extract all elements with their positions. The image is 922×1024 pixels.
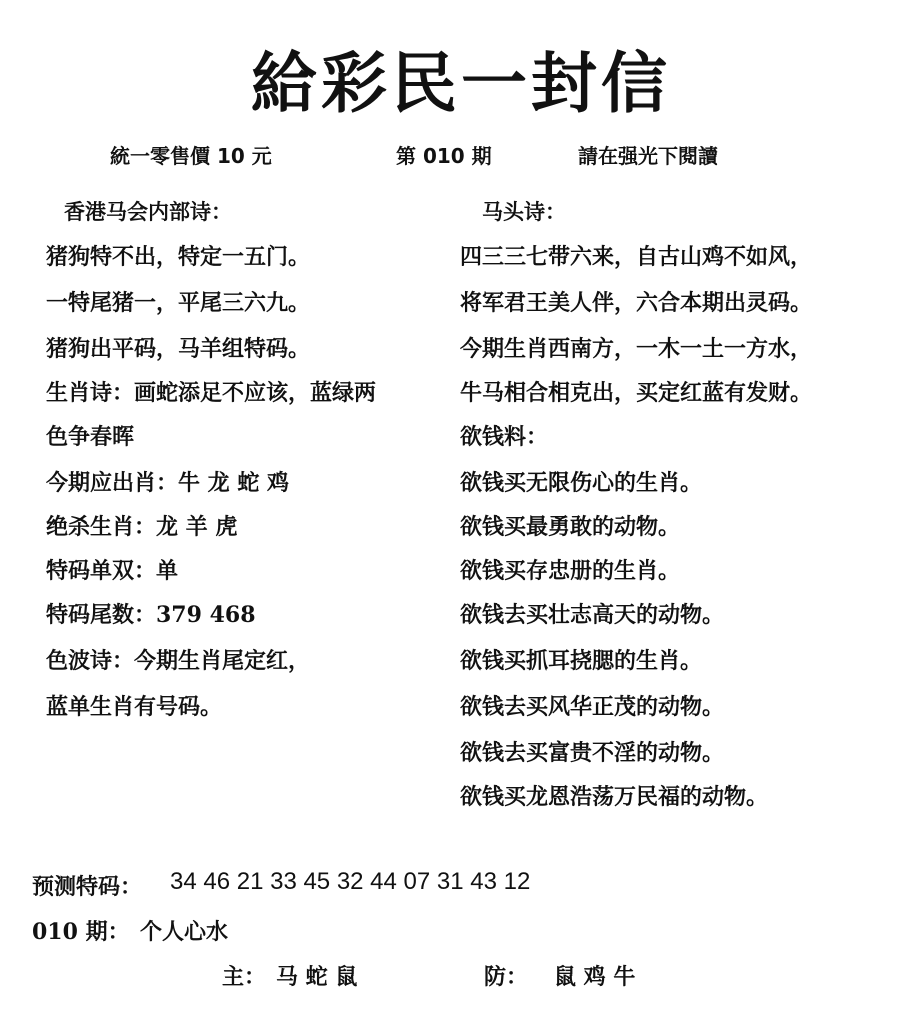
left-line: 蓝单生肖有号码。: [46, 694, 223, 720]
right-line: 欲钱买龙恩浩荡万民福的动物。: [460, 784, 769, 810]
left-line: 绝杀生肖：龙 羊 虎: [46, 514, 238, 540]
predict-numbers: 34 46 21 33 45 32 44 07 31 43 12: [170, 868, 531, 895]
right-heading: 马头诗：: [482, 199, 566, 224]
right-line: 四三三七带六来，自古山鸡不如风，: [460, 244, 813, 270]
predict-label: 预测特码：: [32, 874, 143, 900]
right-line: 欲钱买无限伤心的生肖。: [460, 470, 703, 496]
main-label: 主：: [222, 964, 267, 990]
issue-label: 010 期：: [32, 919, 130, 945]
right-line: 欲钱去买壮志高天的动物。: [460, 602, 725, 628]
left-heading: 香港马会内部诗：: [64, 199, 232, 224]
right-line: 欲钱去买风华正茂的动物。: [460, 694, 725, 720]
left-line: 色波诗：今期生肖尾定红，: [46, 648, 311, 674]
issue-text: 第 010 期: [396, 144, 492, 168]
left-line: 特码尾数：379 468: [46, 602, 256, 628]
guard-label: 防：: [484, 964, 529, 990]
left-line: 猪狗特不出，特定一五门。: [46, 244, 311, 270]
issue-text: 个人心水: [140, 919, 229, 945]
right-line: 欲钱买抓耳挠腮的生肖。: [460, 648, 703, 674]
left-line: 猪狗出平码，马羊组特码。: [46, 336, 311, 362]
left-line: 生肖诗：画蛇添足不应该，蓝绿两: [46, 380, 377, 406]
right-column: [460, 196, 900, 816]
right-line: 将军君王美人伴，六合本期出灵码。: [460, 290, 813, 316]
left-column: [46, 196, 456, 736]
right-line: 欲钱买存忠册的生肖。: [460, 558, 681, 584]
right-line: 欲钱去买富贵不淫的动物。: [460, 740, 725, 766]
right-line: 欲钱买最勇敢的动物。: [460, 514, 681, 540]
page-title: 給彩民一封信: [251, 45, 671, 122]
guard-values: 鼠 鸡 牛: [554, 964, 636, 990]
left-line: 特码单双：单: [46, 558, 179, 584]
left-line: 一特尾猪一，平尾三六九。: [46, 290, 311, 316]
price-text: 統一零售價 10 元: [110, 144, 272, 168]
right-line: 欲钱料：: [460, 424, 549, 450]
left-line: 色争春晖: [46, 424, 135, 450]
right-line: 今期生肖西南方，一木一土一方水，: [460, 336, 813, 362]
notice-text: 請在强光下閱讀: [578, 144, 718, 168]
left-line: 今期应出肖：牛 龙 蛇 鸡: [46, 470, 289, 496]
main-values: 马 蛇 鼠: [276, 964, 358, 990]
right-line: 牛马相合相克出，买定红蓝有发财。: [460, 380, 813, 406]
